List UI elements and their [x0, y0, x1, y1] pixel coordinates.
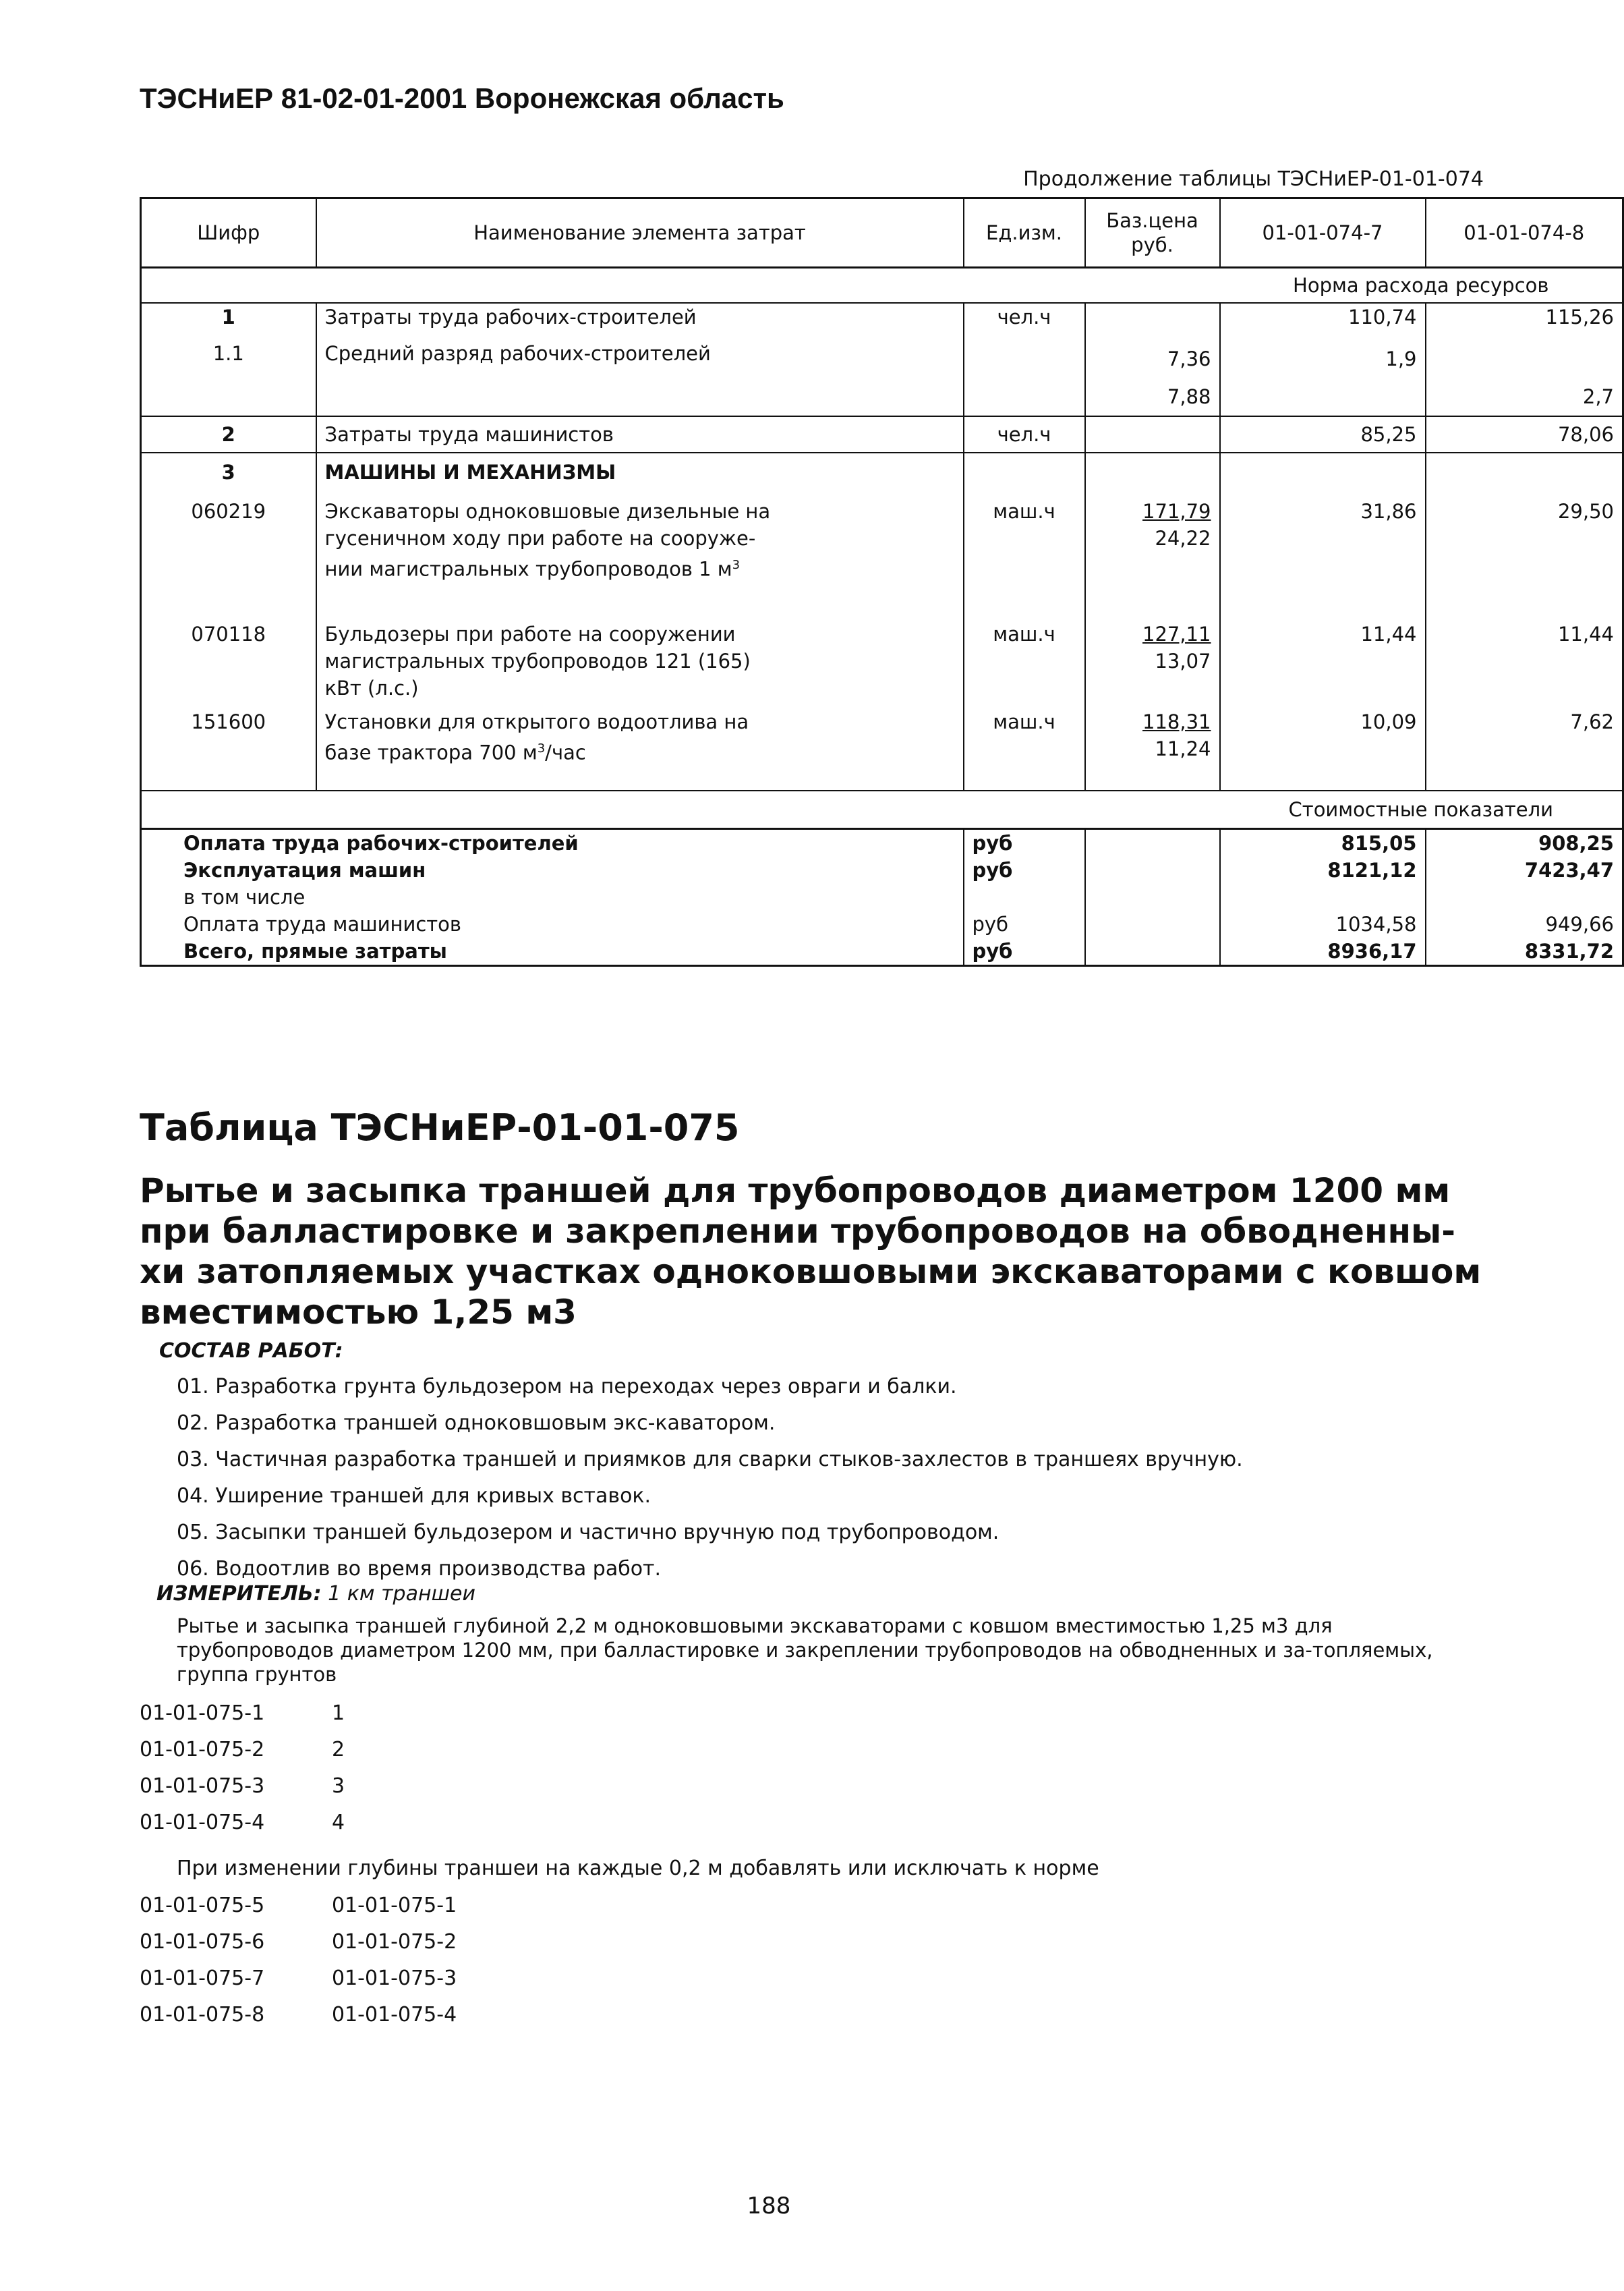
list-item: 01-01-075-1 1: [140, 1701, 345, 1725]
table-row: 1 Затраты труда рабочих-строителей чел.ч 110,74 115,26: [141, 303, 1623, 331]
table-row: 3 МАШИНЫ И МЕХАНИЗМЫ: [141, 453, 1623, 491]
meter-label: ИЗМЕРИТЕЛЬ:: [156, 1582, 322, 1606]
col-074-7-header: 01-01-074-7: [1220, 198, 1426, 268]
depth-note: При изменении глубины траншеи на каждые 0,2 м добавлять или исключать к норме: [177, 1857, 1099, 1880]
table-row: 1.1 Средний разряд рабочих-строителей 7,36 7,88 1,9 2,7: [141, 331, 1623, 416]
machines-section-title: МАШИНЫ И МЕХАНИЗМЫ: [316, 453, 964, 491]
list-item: 01-01-075-3 3: [140, 1774, 345, 1798]
list-item: 01-01-075-4 4: [140, 1811, 345, 1834]
page-header: ТЭСНиЕР 81-02-01-2001 Воронежская область: [140, 82, 784, 114]
work-composition-title: СОСТАВ РАБОТ:: [159, 1339, 343, 1363]
soil-groups-list: [140, 1700, 345, 1846]
price-header-line1: Баз.цена: [1106, 209, 1198, 232]
list-item: 01-01-075-8 01-01-075-4: [140, 2003, 457, 2027]
table-row: 060219 Экскаваторы одноковшовые дизельные на гусеничном ходу при работе на сооруже- нии магистральных трубопроводов 1 $м^3$ маш.ч 171,79 24,22 31,86 29,50: [141, 491, 1623, 621]
list-item: 01-01-075-6 01-01-075-2: [140, 1930, 457, 1954]
table-row: Всего, прямые затраты руб 8936,17 8331,72: [141, 938, 1623, 966]
col-unit-header: Ед.изм.: [964, 198, 1085, 268]
resource-table: [140, 197, 1624, 967]
list-item: 01-01-075-2 2: [140, 1738, 345, 1761]
list-item: 01-01-075-7 01-01-075-3: [140, 1967, 457, 1990]
section-norms-label: Норма расхода ресурсов: [1293, 274, 1549, 297]
col-price-header: [1085, 198, 1220, 268]
table-row: в том числе: [141, 884, 1623, 911]
meter-line: [156, 1582, 475, 1606]
table-row: Оплата труда машинистов руб 1034,58 949,66: [141, 911, 1623, 938]
list-item: 05. Засыпки траншей бульдозером и частично вручную под трубопроводом.: [177, 1521, 999, 1544]
list-item: 04. Уширение траншей для кривых вставок.: [177, 1484, 651, 1508]
list-item: 01. Разработка грунта бульдозером на переходах через овраги и балки.: [177, 1375, 957, 1398]
table-row: 151600 Установки для открытого водоотлива на базе трактора 700 $м^3$/час маш.ч 118,31 11,24 10,09 7,62: [141, 708, 1623, 791]
table-code-heading: Таблица ТЭСНиЕР-01-01-075: [140, 1106, 740, 1149]
list-item: 02. Разработка траншей одноковшовым экс-каватором.: [177, 1411, 776, 1435]
page-number: 188: [747, 2193, 791, 2219]
col-name-header: Наименование элемента затрат: [316, 198, 964, 268]
table-continuation-caption: Продолжение таблицы ТЭСНиЕР-01-01-074: [1023, 167, 1484, 191]
section-costs-label: Стоимостные показатели: [1220, 791, 1623, 829]
col-074-8-header: 01-01-074-8: [1426, 198, 1623, 268]
section-norms-row: [141, 268, 1623, 304]
section-costs-row: [141, 791, 1623, 829]
table-header-row: [141, 198, 1623, 268]
list-item: 03. Частичная разработка траншей и приямков для сварки стыков-захлестов в траншеях вручную.: [177, 1448, 1243, 1471]
list-item: 06. Водоотлив во время производства работ.: [177, 1557, 662, 1581]
table-row: 070118 Бульдозеры при работе на сооружении магистральных трубопроводов 121 (165) кВт (л.с.) маш.ч 127,11 13,07 11,44 11,44: [141, 621, 1623, 708]
col-code-header: Шифр: [141, 198, 316, 268]
table-title: Рытье и засыпка траншей для трубопроводов диаметром 1200 мм при балластировке и закреплении трубопроводов на обводненны-хи затопляемых участках одноковшовыми экскаваторами с ковшом вместимостью 1,25 м3: [140, 1171, 1482, 1332]
meter-value: 1 км траншеи: [328, 1582, 475, 1606]
list-item: 01-01-075-5 01-01-075-1: [140, 1894, 457, 1917]
depth-codes-list: [140, 1892, 457, 2038]
operations-list: [177, 1374, 1243, 1592]
price-header-line2: руб.: [1131, 233, 1173, 256]
description: Рытье и засыпка траншей глубиной 2,2 м одноковшовыми экскаваторами с ковшом вместимостью 1,25 м3 для трубопроводов диаметром 1200 мм, при балластировке и закреплении трубопроводов на обводненных и за-топляемых, группа грунтов: [177, 1614, 1433, 1686]
table-row: Оплата труда рабочих-строителей руб 815,05 908,25: [141, 829, 1623, 857]
table-row: Эксплуатация машин руб 8121,12 7423,47: [141, 857, 1623, 884]
table-row: 2 Затраты труда машинистов чел.ч 85,25 78,06: [141, 416, 1623, 453]
